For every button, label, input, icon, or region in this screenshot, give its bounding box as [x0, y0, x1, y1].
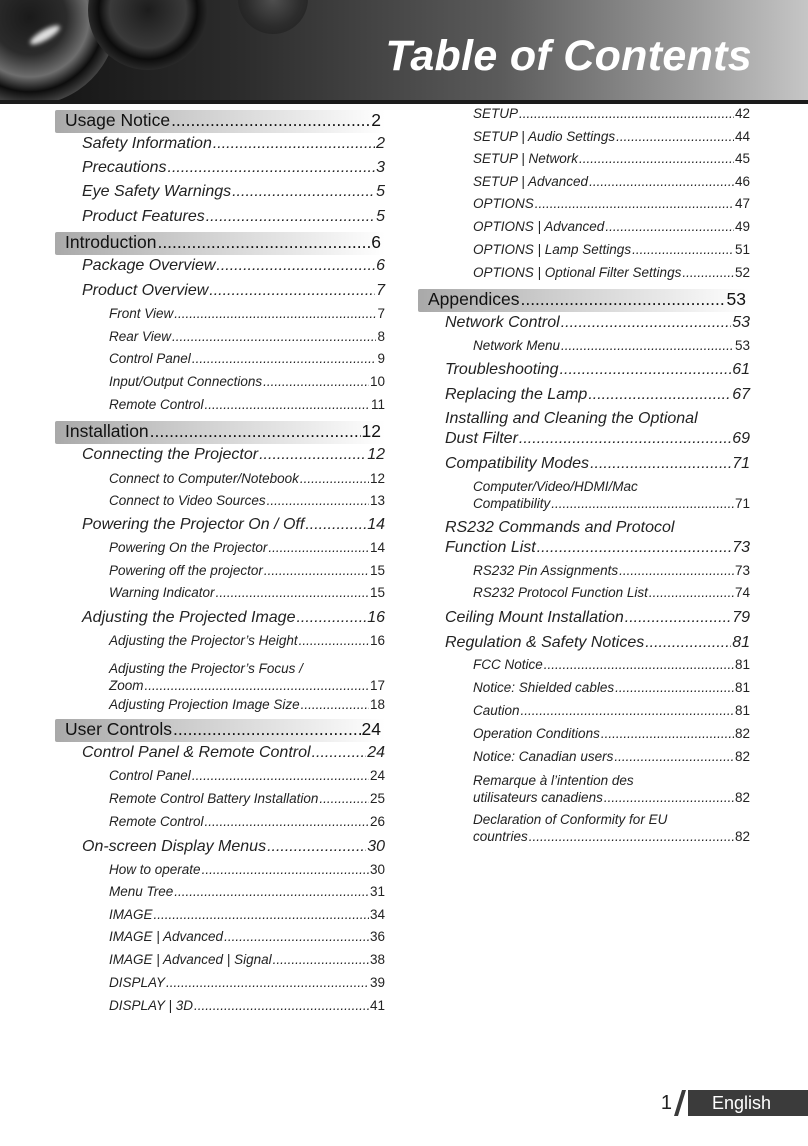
toc-entry[interactable] — [473, 790, 750, 805]
toc-page-number: 73 — [734, 563, 750, 578]
toc-entry-label: Dust Filter — [445, 430, 518, 447]
toc-page-number: 7 — [377, 306, 385, 321]
toc-entry[interactable] — [109, 585, 385, 600]
dot-leader — [588, 386, 731, 404]
lens-graphic — [238, 0, 308, 34]
toc-entry[interactable] — [445, 361, 750, 379]
toc-page-number: 14 — [367, 516, 385, 533]
dot-leader — [521, 703, 734, 718]
dot-leader — [174, 306, 376, 321]
toc-entry[interactable] — [473, 726, 750, 741]
toc-page-number: 2 — [371, 110, 381, 130]
dot-leader — [645, 634, 731, 652]
toc-page-number: 79 — [732, 609, 750, 626]
toc-entry-label: Control Panel & Remote Control — [82, 744, 311, 761]
toc-entry-label: Installation — [65, 421, 149, 441]
dot-leader — [579, 151, 734, 166]
toc-entry[interactable] — [82, 257, 385, 275]
dot-leader — [171, 110, 370, 131]
toc-entry[interactable] — [109, 791, 385, 806]
toc-entry-label: Zoom — [109, 678, 144, 693]
toc-page-number: 82 — [734, 749, 750, 764]
page-title: Table of Contents — [385, 32, 752, 80]
toc-page-number: 45 — [734, 151, 750, 166]
toc-page-number: 52 — [734, 265, 750, 280]
toc-page-number: 82 — [734, 790, 750, 805]
toc-page-number: 82 — [734, 726, 750, 741]
toc-entry-label: Regulation & Safety Notices — [445, 634, 645, 651]
toc-entry[interactable] — [109, 884, 385, 899]
toc-entry[interactable] — [109, 306, 385, 321]
toc-entry[interactable] — [473, 106, 750, 121]
toc-entry[interactable] — [473, 829, 750, 844]
toc-entry[interactable] — [445, 609, 750, 627]
toc-section[interactable] — [418, 289, 750, 312]
toc-page-number: 51 — [734, 242, 750, 257]
dot-leader — [194, 998, 369, 1013]
toc-entry-label: Notice: Canadian users — [473, 749, 614, 764]
toc-entry-label: Network Control — [445, 314, 560, 331]
toc-page-number: 25 — [369, 791, 385, 806]
toc-entry-label: OPTIONS — [473, 196, 534, 211]
toc-entry-label: Eye Safety Warnings — [82, 183, 232, 200]
toc-entry[interactable] — [473, 585, 750, 600]
toc-entry-label: DISPLAY | 3D — [109, 998, 194, 1013]
dot-leader — [604, 790, 734, 805]
toc-page-number: 18 — [369, 697, 385, 712]
dot-leader — [551, 496, 734, 511]
toc-page-number: 6 — [376, 257, 385, 274]
dot-leader — [301, 697, 369, 712]
toc-page-number: 14 — [369, 540, 385, 555]
toc-entry[interactable] — [445, 386, 750, 404]
toc-page-number: 13 — [369, 493, 385, 508]
toc-section[interactable] — [55, 719, 385, 742]
toc-page-number: 71 — [732, 455, 750, 472]
toc-page-number: 17 — [369, 678, 385, 693]
toc-entry[interactable] — [473, 657, 750, 672]
toc-entry-label-line: Computer/Video/HDMI/Mac — [473, 479, 638, 494]
toc-entry-label: Function List — [445, 539, 536, 556]
toc-page-number: 49 — [734, 219, 750, 234]
toc-page-number: 81 — [732, 634, 750, 651]
dot-leader — [519, 430, 731, 448]
dot-leader — [209, 282, 375, 300]
toc-entry[interactable] — [82, 159, 385, 177]
dot-leader — [267, 838, 366, 856]
toc-page-number: 53 — [726, 289, 746, 309]
dot-leader — [560, 361, 732, 379]
toc-entry[interactable] — [473, 265, 750, 280]
toc-entry-label: Front View — [109, 306, 174, 321]
toc-page-number: 74 — [734, 585, 750, 600]
toc-page-number: 12 — [369, 471, 385, 486]
toc-page-number: 81 — [734, 703, 750, 718]
toc-entry[interactable] — [109, 374, 385, 389]
toc-section[interactable] — [55, 110, 385, 133]
dot-leader — [614, 749, 734, 764]
toc-entry-label: Adjusting the Projected Image — [82, 609, 296, 626]
toc-entry-label: Input/Output Connections — [109, 374, 263, 389]
toc-entry[interactable] — [109, 952, 385, 967]
dot-leader — [206, 208, 375, 226]
toc-entry-label-line: Declaration of Conformity for EU — [473, 812, 668, 827]
toc-entry[interactable] — [473, 338, 750, 353]
dot-leader — [561, 314, 732, 332]
dot-leader — [625, 609, 731, 627]
dot-leader — [205, 397, 370, 412]
toc-entry-label: Powering the Projector On / Off — [82, 516, 305, 533]
toc-entry-label: Compatibility Modes — [445, 455, 590, 472]
toc-entry-label: SETUP | Network — [473, 151, 579, 166]
toc-entry[interactable] — [473, 242, 750, 257]
dot-leader — [590, 455, 731, 473]
toc-entry[interactable] — [109, 975, 385, 990]
dot-leader — [535, 196, 734, 211]
toc-entry-label: IMAGE | Advanced — [109, 929, 224, 944]
toc-entry[interactable] — [109, 929, 385, 944]
dot-leader — [154, 907, 369, 922]
toc-entry-label: Powering off the projector — [109, 563, 263, 578]
slash-divider-icon — [672, 1090, 686, 1116]
toc-entry-label: Remote Control — [109, 397, 204, 412]
toc-page-number: 24 — [369, 768, 385, 783]
dot-leader — [537, 539, 731, 557]
toc-entry-label: Product Overview — [82, 282, 209, 299]
toc-entry-label: Caution — [473, 703, 520, 718]
toc-entry-label: Adjusting Projection Image Size — [109, 697, 300, 712]
dot-leader — [224, 929, 369, 944]
dot-leader — [192, 351, 377, 366]
toc-entry-label: OPTIONS | Optional Filter Settings — [473, 265, 682, 280]
dot-leader — [529, 829, 734, 844]
dot-leader — [267, 493, 369, 508]
toc-entry-label: IMAGE | Advanced | Signal — [109, 952, 272, 967]
toc-page-number: 3 — [376, 159, 385, 176]
toc-entry[interactable] — [82, 183, 385, 201]
toc-entry[interactable] — [109, 351, 385, 366]
toc-entry-label: Package Overview — [82, 257, 216, 274]
toc-page-number: 15 — [369, 563, 385, 578]
toc-entry[interactable] — [473, 496, 750, 511]
toc-page-number: 24 — [367, 744, 385, 761]
toc-page-number: 5 — [376, 183, 385, 200]
dot-leader — [616, 129, 734, 144]
toc-entry-label: Control Panel — [109, 351, 191, 366]
dot-leader — [649, 585, 734, 600]
toc-entry-label: SETUP | Advanced — [473, 174, 589, 189]
toc-page-number: 24 — [361, 719, 381, 739]
toc-entry-label: SETUP | Audio Settings — [473, 129, 616, 144]
toc-entry[interactable] — [82, 135, 385, 153]
toc-entry-label: Usage Notice — [65, 110, 171, 130]
page-number: 1 — [660, 1092, 672, 1114]
toc-entry[interactable] — [82, 516, 385, 534]
dot-leader — [299, 633, 369, 648]
dot-leader — [174, 884, 369, 899]
page-footer — [648, 1090, 808, 1116]
toc-entry-label: DISPLAY — [109, 975, 166, 990]
dot-leader — [205, 814, 369, 829]
toc-entry-label-line: Installing and Cleaning the Optional — [445, 410, 698, 427]
dot-leader — [632, 242, 734, 257]
toc-entry[interactable] — [109, 540, 385, 555]
toc-entry-label: Connect to Computer/Notebook — [109, 471, 299, 486]
toc-page-number: 31 — [369, 884, 385, 899]
toc-entry-label: Adjusting the Projector’s Height — [109, 633, 298, 648]
toc-entry[interactable] — [109, 907, 385, 922]
toc-page-number: 47 — [734, 196, 750, 211]
toc-page-number: 10 — [369, 374, 385, 389]
toc-entry-label: Powering On the Projector — [109, 540, 268, 555]
dot-leader — [166, 975, 369, 990]
toc-page-number: 16 — [367, 609, 385, 626]
dot-leader — [601, 726, 734, 741]
toc-entry-label: User Controls — [65, 719, 172, 739]
toc-entry-label: On-screen Display Menus — [82, 838, 267, 855]
toc-entry[interactable] — [445, 455, 750, 473]
toc-entry[interactable] — [109, 397, 385, 412]
dot-leader — [605, 219, 734, 234]
dot-leader — [619, 563, 734, 578]
toc-entry-label: Control Panel — [109, 768, 191, 783]
toc-entry[interactable] — [445, 314, 750, 332]
toc-entry[interactable] — [445, 634, 750, 652]
toc-entry-label: Compatibility — [473, 496, 551, 511]
toc-entry[interactable] — [445, 539, 750, 557]
toc-page-number: 46 — [734, 174, 750, 189]
toc-section[interactable] — [55, 232, 385, 255]
dot-leader — [259, 446, 366, 464]
toc-entry-label: Introduction — [65, 232, 157, 252]
toc-page-number: 7 — [376, 282, 385, 299]
dot-leader — [273, 952, 369, 967]
toc-entry[interactable] — [109, 563, 385, 578]
toc-entry[interactable] — [82, 282, 385, 300]
toc-page-number: 73 — [732, 539, 750, 556]
toc-entry-label: Remote Control — [109, 814, 204, 829]
page-header — [0, 0, 808, 100]
dot-leader — [296, 609, 366, 627]
toc-entry[interactable] — [82, 609, 385, 627]
toc-entry[interactable] — [109, 814, 385, 829]
toc-entry[interactable] — [82, 446, 385, 464]
toc-page-number: 82 — [734, 829, 750, 844]
toc-entry[interactable] — [473, 219, 750, 234]
toc-entry-label: Connecting the Projector — [82, 446, 259, 463]
toc-page-number: 42 — [734, 106, 750, 121]
toc-page-number: 12 — [367, 446, 385, 463]
dot-leader — [300, 471, 369, 486]
toc-entry-label: RS232 Pin Assignments — [473, 563, 619, 578]
dot-leader — [145, 678, 369, 693]
toc-entry-label: Notice: Shielded cables — [473, 680, 615, 695]
toc-page-number: 44 — [734, 129, 750, 144]
dot-leader — [319, 791, 369, 806]
toc-entry-label: SETUP — [473, 106, 519, 121]
toc-entry[interactable] — [473, 749, 750, 764]
toc-entry[interactable] — [473, 703, 750, 718]
toc-entry-label: Ceiling Mount Installation — [445, 609, 624, 626]
dot-leader — [172, 329, 376, 344]
dot-leader — [519, 106, 734, 121]
toc-page-number: 9 — [377, 351, 385, 366]
toc-entry-label: Rear View — [109, 329, 172, 344]
toc-page-number: 81 — [734, 680, 750, 695]
toc-entry-label: Product Features — [82, 208, 205, 225]
dot-leader — [520, 289, 725, 310]
dot-leader — [216, 257, 375, 275]
toc-page-number: 5 — [376, 208, 385, 225]
toc-entry-label: Appendices — [428, 289, 520, 309]
toc-page-number: 71 — [734, 496, 750, 511]
header-divider — [0, 100, 808, 104]
dot-leader — [682, 265, 734, 280]
toc-page-number: 67 — [732, 386, 750, 403]
toc-entry[interactable] — [82, 208, 385, 226]
dot-leader — [589, 174, 734, 189]
toc-page-number: 69 — [732, 430, 750, 447]
toc-page-number: 16 — [369, 633, 385, 648]
toc-entry[interactable] — [445, 430, 750, 448]
toc-page-number: 53 — [734, 338, 750, 353]
toc-page-number: 2 — [376, 135, 385, 152]
toc-entry-label: Replacing the Lamp — [445, 386, 588, 403]
toc-entry-label-line: Adjusting the Projector’s Focus / — [109, 661, 303, 676]
dot-leader — [202, 862, 369, 877]
toc-page-number: 30 — [369, 862, 385, 877]
dot-leader — [305, 516, 366, 534]
dot-leader — [312, 744, 367, 762]
dot-leader — [192, 768, 369, 783]
toc-page-number: 53 — [732, 314, 750, 331]
toc-page-number: 8 — [377, 329, 385, 344]
toc-page-number: 12 — [361, 421, 381, 441]
toc-entry[interactable] — [82, 838, 385, 856]
toc-entry-label: Remote Control Battery Installation — [109, 791, 319, 806]
toc-entry[interactable] — [109, 768, 385, 783]
dot-leader — [615, 680, 734, 695]
dot-leader — [213, 135, 375, 153]
toc-entry-label: Network Menu — [473, 338, 561, 353]
toc-entry-label: FCC Notice — [473, 657, 543, 672]
dot-leader — [157, 232, 370, 253]
toc-page-number: 11 — [370, 397, 385, 412]
dot-leader — [173, 719, 361, 740]
toc-page-number: 34 — [369, 907, 385, 922]
toc-entry[interactable] — [109, 471, 385, 486]
toc-page-number: 61 — [732, 361, 750, 378]
toc-entry-label: IMAGE — [109, 907, 153, 922]
toc-entry[interactable] — [109, 862, 385, 877]
dot-leader — [216, 585, 369, 600]
toc-entry[interactable] — [109, 633, 385, 648]
toc-entry-label: Safety Information — [82, 135, 212, 152]
language-label: English — [688, 1090, 808, 1116]
toc-page-number: 6 — [371, 232, 381, 252]
toc-entry-label: RS232 Protocol Function List — [473, 585, 648, 600]
toc-entry-label: How to operate — [109, 862, 201, 877]
toc-entry-label: OPTIONS | Lamp Settings — [473, 242, 632, 257]
dot-leader — [232, 183, 375, 201]
toc-entry[interactable] — [109, 329, 385, 344]
toc-page-number: 81 — [734, 657, 750, 672]
toc-entry-label: OPTIONS | Advanced — [473, 219, 605, 234]
toc-page-number: 26 — [369, 814, 385, 829]
dot-leader — [150, 421, 361, 442]
toc-page-number: 15 — [369, 585, 385, 600]
toc-entry[interactable] — [473, 680, 750, 695]
dot-leader — [264, 563, 369, 578]
toc-entry[interactable] — [109, 493, 385, 508]
toc-entry[interactable] — [473, 129, 750, 144]
dot-leader — [561, 338, 734, 353]
toc-page-number: 36 — [369, 929, 385, 944]
toc-page-number: 39 — [369, 975, 385, 990]
toc-entry[interactable] — [109, 697, 385, 712]
toc-entry-label: Troubleshooting — [445, 361, 559, 378]
toc-entry[interactable] — [473, 563, 750, 578]
dot-leader — [544, 657, 734, 672]
toc-entry-label: Precautions — [82, 159, 167, 176]
dot-leader — [168, 159, 376, 177]
toc-entry-label: Warning Indicator — [109, 585, 215, 600]
toc-entry-label: countries — [473, 829, 528, 844]
toc-page-number: 38 — [369, 952, 385, 967]
toc-entry-label: Connect to Video Sources — [109, 493, 266, 508]
toc-entry[interactable] — [473, 151, 750, 166]
toc-entry[interactable] — [473, 174, 750, 189]
toc-entry-label-line: Remarque à l’intention des — [473, 773, 634, 788]
toc-entry[interactable] — [109, 998, 385, 1013]
toc-entry-label-line: RS232 Commands and Protocol — [445, 519, 675, 536]
toc-page-number: 41 — [369, 998, 385, 1013]
toc-entry[interactable] — [109, 678, 385, 693]
toc-entry[interactable] — [473, 196, 750, 211]
toc-page-number: 30 — [367, 838, 385, 855]
dot-leader — [268, 540, 369, 555]
toc-section[interactable] — [55, 421, 385, 444]
toc-entry[interactable] — [82, 744, 385, 762]
toc-entry-label: utilisateurs canadiens — [473, 790, 603, 805]
dot-leader — [263, 374, 369, 389]
toc-entry-label: Menu Tree — [109, 884, 174, 899]
toc-entry-label: Operation Conditions — [473, 726, 600, 741]
